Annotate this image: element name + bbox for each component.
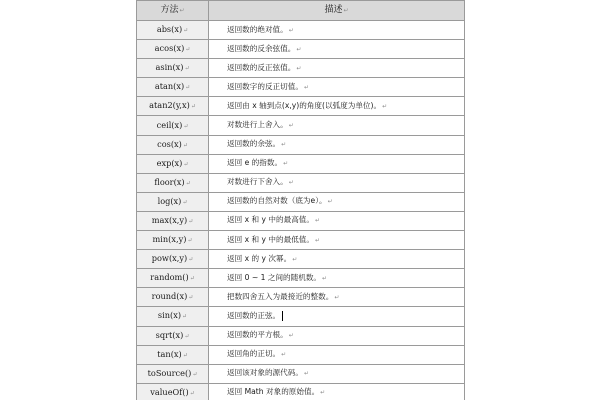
header-description <box>209 1 465 21</box>
header-method-label: 方法 <box>160 5 179 15</box>
method-name: min(x,y) <box>152 234 187 245</box>
method-description: 返回数的绝对值。 <box>227 24 288 34</box>
description-cell <box>209 250 465 269</box>
paragraph-mark-icon: ↵ <box>192 370 198 378</box>
method-cell <box>137 135 209 154</box>
method-cell <box>137 40 209 59</box>
method-description: 返回 x 和 y 中的最高值。 <box>227 215 314 225</box>
method-name: tan(x) <box>157 348 182 359</box>
method-name: atan2(y,x) <box>149 100 190 111</box>
method-name: valueOf() <box>150 386 189 397</box>
method-cell <box>137 364 209 383</box>
paragraph-mark-icon: ↵ <box>183 122 189 130</box>
method-cell <box>137 345 209 364</box>
paragraph-mark-icon: ↵ <box>283 160 289 168</box>
description-cell <box>209 326 465 345</box>
method-description: 返回数字的反正切值。 <box>227 81 303 91</box>
description-cell <box>209 78 465 97</box>
paragraph-mark-icon: ↵ <box>292 255 298 263</box>
table-row <box>137 21 465 40</box>
paragraph-mark-icon: ↵ <box>343 7 349 14</box>
table-row <box>137 345 465 364</box>
table-row <box>137 192 465 211</box>
method-description: 返回数的余弦。 <box>227 139 281 149</box>
paragraph-mark-icon: ↵ <box>315 217 321 225</box>
method-cell <box>137 154 209 173</box>
method-cell <box>137 192 209 211</box>
method-name: abs(x) <box>156 24 183 35</box>
method-cell <box>137 21 209 40</box>
table-row <box>137 97 465 116</box>
paragraph-mark-icon: ↵ <box>322 274 328 282</box>
method-cell <box>137 326 209 345</box>
paragraph-mark-icon: ↵ <box>184 332 190 340</box>
method-description: 返回该对象的源代码。 <box>227 368 303 378</box>
method-description: 返回 x 的 y 次幂。 <box>227 253 292 263</box>
text-cursor <box>282 311 283 321</box>
paragraph-mark-icon: ↵ <box>281 351 287 359</box>
paragraph-mark-icon: ↵ <box>382 102 388 110</box>
method-description: 返回数的反正弦值。 <box>227 62 296 72</box>
paragraph-mark-icon: ↵ <box>189 275 195 283</box>
method-description: 返回数的反余弦值。 <box>227 43 296 53</box>
method-name: atan(x) <box>154 81 185 92</box>
method-cell <box>137 383 209 400</box>
method-name: acos(x) <box>154 43 185 54</box>
paragraph-mark-icon: ↵ <box>179 7 185 14</box>
description-cell <box>209 154 465 173</box>
method-description: 把数四舍五入为最接近的整数。 <box>227 291 334 301</box>
method-name: round(x) <box>151 291 188 302</box>
method-name: log(x) <box>157 195 182 206</box>
table-row <box>137 250 465 269</box>
paragraph-mark-icon: ↵ <box>288 332 294 340</box>
paragraph-mark-icon: ↵ <box>188 294 194 302</box>
paragraph-mark-icon: ↵ <box>188 217 194 225</box>
method-cell <box>137 269 209 288</box>
method-cell <box>137 307 209 326</box>
method-description: 对数进行下舍入。 <box>227 177 288 187</box>
method-cell <box>137 211 209 230</box>
paragraph-mark-icon: ↵ <box>296 64 302 72</box>
method-name: sin(x) <box>157 310 182 321</box>
description-cell <box>209 383 465 400</box>
method-name: random() <box>150 272 189 283</box>
paragraph-mark-icon: ↵ <box>185 84 191 92</box>
paragraph-mark-icon: ↵ <box>288 122 294 130</box>
paragraph-mark-icon: ↵ <box>183 27 189 35</box>
header-description-label: 描述 <box>324 5 343 15</box>
paragraph-mark-icon: ↵ <box>182 351 188 359</box>
paragraph-mark-icon: ↵ <box>281 141 287 149</box>
method-name: max(x,y) <box>151 214 188 225</box>
method-description: 返回由 x 轴到点(x,y)的角度(以弧度为单位)。 <box>227 100 382 110</box>
math-methods-table <box>136 0 465 400</box>
description-cell <box>209 97 465 116</box>
description-cell <box>209 40 465 59</box>
description-cell <box>209 231 465 250</box>
paragraph-mark-icon: ↵ <box>187 237 193 245</box>
paragraph-mark-icon: ↵ <box>296 45 302 53</box>
description-cell <box>209 269 465 288</box>
paragraph-mark-icon: ↵ <box>188 256 194 264</box>
method-description: 返回 Math 对象的原始值。 <box>227 387 320 397</box>
description-cell <box>209 288 465 307</box>
paragraph-mark-icon: ↵ <box>190 103 196 111</box>
table-row <box>137 116 465 135</box>
table-row <box>137 307 465 326</box>
method-cell <box>137 288 209 307</box>
description-cell[interactable] <box>209 307 465 326</box>
method-cell <box>137 116 209 135</box>
paragraph-mark-icon: ↵ <box>189 389 195 397</box>
table-header-row <box>137 1 465 21</box>
table-row <box>137 383 465 400</box>
table-row <box>137 59 465 78</box>
description-cell <box>209 345 465 364</box>
table-row <box>137 326 465 345</box>
method-cell <box>137 59 209 78</box>
paragraph-mark-icon: ↵ <box>303 370 309 378</box>
method-name: sqrt(x) <box>155 329 184 340</box>
header-method <box>137 1 209 21</box>
method-name: ceil(x) <box>156 119 183 130</box>
paragraph-mark-icon: ↵ <box>182 198 188 206</box>
table-row <box>137 231 465 250</box>
paragraph-mark-icon: ↵ <box>303 83 309 91</box>
table-row <box>137 288 465 307</box>
method-name: exp(x) <box>156 157 183 168</box>
paragraph-mark-icon: ↵ <box>315 236 321 244</box>
description-cell <box>209 192 465 211</box>
method-description: 对数进行上舍入。 <box>227 120 288 130</box>
method-description: 返回数的正弦。 <box>227 311 281 321</box>
method-name: asin(x) <box>155 62 184 73</box>
description-cell <box>209 21 465 40</box>
table-row <box>137 269 465 288</box>
method-description: 返回 x 和 y 中的最低值。 <box>227 234 314 244</box>
paragraph-mark-icon: ↵ <box>327 198 333 206</box>
paragraph-mark-icon: ↵ <box>183 160 189 168</box>
method-description: 返回数的平方根。 <box>227 330 288 340</box>
method-name: floor(x) <box>154 176 185 187</box>
method-cell <box>137 173 209 192</box>
paragraph-mark-icon: ↵ <box>182 141 188 149</box>
paragraph-mark-icon: ↵ <box>184 65 190 73</box>
method-name: pow(x,y) <box>151 253 188 264</box>
method-description: 返回数的自然对数（底为e）。 <box>227 196 327 206</box>
paragraph-mark-icon: ↵ <box>334 293 340 301</box>
paragraph-mark-icon: ↵ <box>185 46 191 54</box>
table-row <box>137 78 465 97</box>
description-cell <box>209 364 465 383</box>
paragraph-mark-icon: ↵ <box>320 389 326 397</box>
table-row <box>137 364 465 383</box>
method-name: cos(x) <box>157 138 182 149</box>
paragraph-mark-icon: ↵ <box>288 179 294 187</box>
method-description: 返回 0 ~ 1 之间的随机数。 <box>227 272 322 282</box>
paragraph-mark-icon: ↵ <box>288 26 294 34</box>
table-row <box>137 135 465 154</box>
method-cell <box>137 231 209 250</box>
paragraph-mark-icon: ↵ <box>185 179 191 187</box>
table-row <box>137 211 465 230</box>
method-name: toSource() <box>147 367 192 378</box>
method-cell <box>137 250 209 269</box>
method-cell <box>137 97 209 116</box>
description-cell <box>209 59 465 78</box>
table-row <box>137 173 465 192</box>
description-cell <box>209 173 465 192</box>
description-cell <box>209 211 465 230</box>
description-cell <box>209 135 465 154</box>
method-description: 返回 e 的指数。 <box>227 158 283 168</box>
description-cell <box>209 116 465 135</box>
method-description: 返回角的正切。 <box>227 349 281 359</box>
table-row <box>137 154 465 173</box>
table-row <box>137 40 465 59</box>
paragraph-mark-icon: ↵ <box>182 313 188 321</box>
method-cell <box>137 78 209 97</box>
